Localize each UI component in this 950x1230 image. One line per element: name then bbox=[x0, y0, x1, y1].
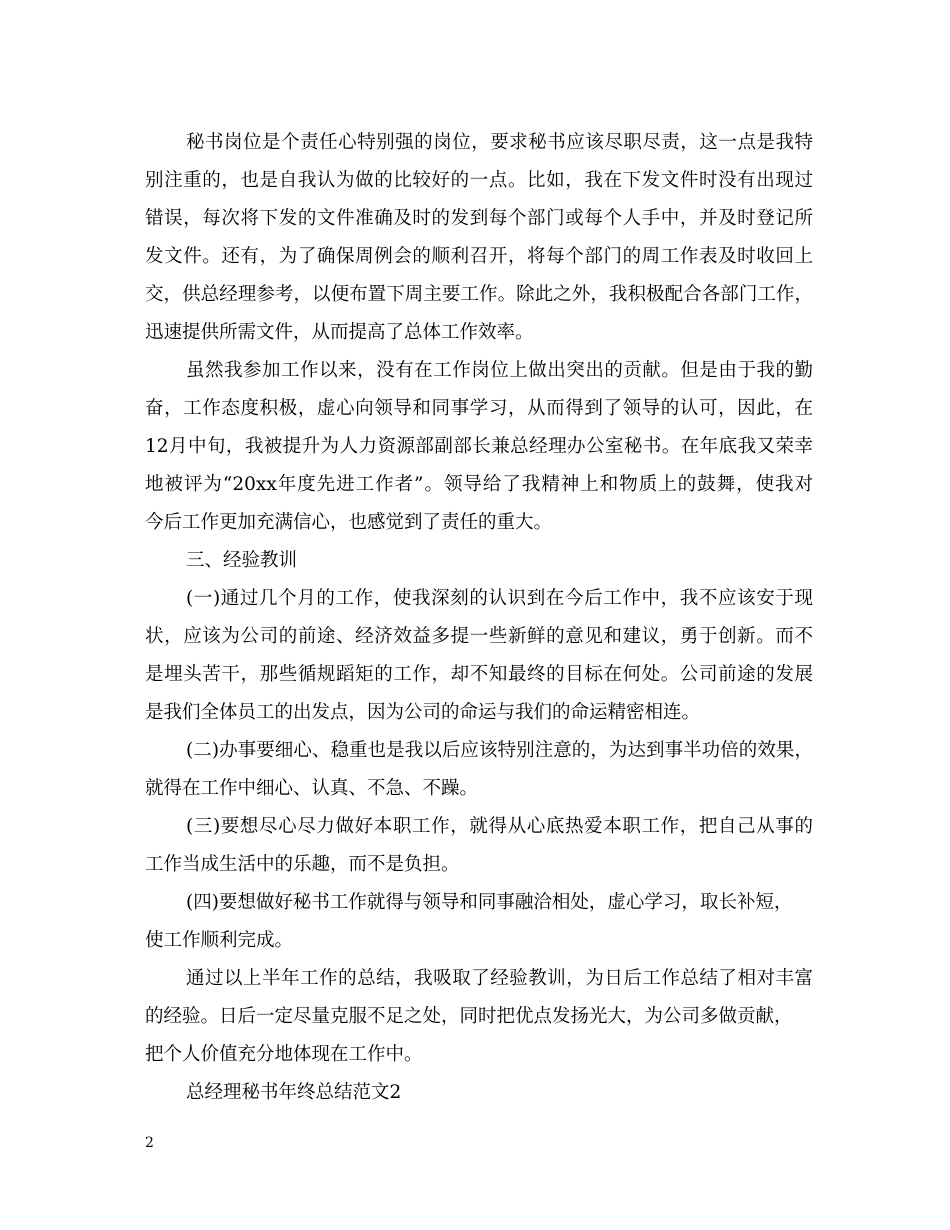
text-line: 工作当成生活中的乐趣，而不是负担。 bbox=[145, 854, 460, 875]
text-line: 状，应该为公司的前途、经济效益多提一些新鲜的意见和建议，勇于创新。而不 bbox=[145, 626, 813, 647]
text-line: 交，供总经理参考，以便布置下周主要工作。除此之外，我积极配合各部门工作， bbox=[145, 284, 813, 305]
text-line: 发文件。还有，为了确保周例会的顺利召开，将每个部门的周工作表及时收回上 bbox=[145, 246, 813, 267]
text-line: 奋，工作态度积极，虚心向领导和同事学习，从而得到了领导的认可，因此，在 bbox=[145, 398, 813, 419]
text-line: 错误，每次将下发的文件准确及时的发到每个部门或每个人手中，并及时登记所 bbox=[145, 208, 813, 229]
text-line: 别注重的，也是自我认为做的比较好的一点。比如，我在下发文件时没有出现过 bbox=[145, 170, 813, 191]
text-line: 就得在工作中细心、认真、不急、不躁。 bbox=[145, 778, 479, 799]
text-line: 虽然我参加工作以来，没有在工作岗位上做出突出的贡献。但是由于我的勤 bbox=[186, 360, 813, 381]
text-line: 今后工作更加充满信心，也感觉到了责任的重大。 bbox=[145, 512, 553, 533]
text-line: (一)通过几个月的工作，使我深刻的认识到在今后工作中，我不应该安于现 bbox=[186, 588, 813, 609]
text-line: 迅速提供所需文件，从而提高了总体工作效率。 bbox=[145, 322, 534, 343]
text-line: 三、经验教训 bbox=[186, 550, 298, 571]
text-line: 是我们全体员工的出发点，因为公司的命运与我们的命运精密相连。 bbox=[145, 702, 701, 723]
text-line: (二)办事要细心、稳重也是我以后应该特别注意的，为达到事半功倍的效果， bbox=[186, 740, 813, 761]
text-line: 总经理秘书年终总结范文2 bbox=[186, 1082, 402, 1103]
text-line: 使工作顺利完成。 bbox=[145, 930, 294, 951]
text-line: 是埋头苦干，那些循规蹈矩的工作，却不知最终的目标在何处。公司前途的发展 bbox=[145, 664, 813, 685]
document-body bbox=[145, 124, 813, 1112]
text-line: 地被评为“20xx年度先进工作者”。领导给了我精神上和物质上的鼓舞，使我对 bbox=[145, 474, 813, 495]
text-line: 的经验。日后一定尽量克服不足之处，同时把优点发扬光大，为公司多做贡献， bbox=[145, 1006, 793, 1027]
text-line: 通过以上半年工作的总结，我吸取了经验教训，为日后工作总结了相对丰富 bbox=[186, 968, 813, 989]
text-line: 把个人价值充分地体现在工作中。 bbox=[145, 1044, 423, 1065]
text-line: (三)要想尽心尽力做好本职工作，就得从心底热爱本职工作，把自己从事的 bbox=[186, 816, 813, 837]
text-line: 12月中旬，我被提升为人力资源部副部长兼总经理办公室秘书。在年底我又荣幸 bbox=[145, 436, 813, 457]
text-line: (四)要想做好秘书工作就得与领导和同事融洽相处，虚心学习，取长补短， bbox=[186, 892, 793, 913]
page-number: 2 bbox=[145, 1135, 154, 1151]
text-line: 秘书岗位是个责任心特别强的岗位，要求秘书应该尽职尽责，这一点是我特 bbox=[186, 132, 813, 153]
